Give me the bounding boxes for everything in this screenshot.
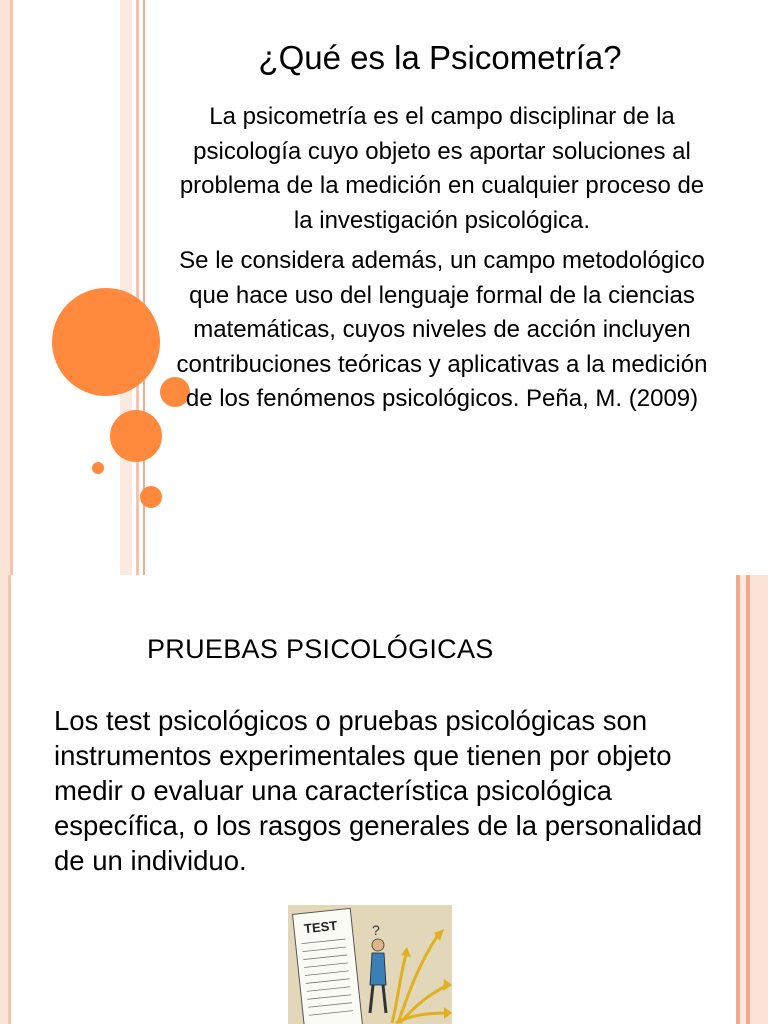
slide-1-paragraph-1: La psicometría es el campo disciplinar de la psicología cuyo objeto es aportar soluciones al problema de la medición en cualquier proceso de la investigación psicológica. <box>179 103 705 234</box>
left-decorative-stripe <box>8 575 11 1024</box>
svg-text:?: ? <box>372 922 380 938</box>
left-decorative-stripe <box>0 0 10 575</box>
decorative-circle-small <box>140 486 162 508</box>
left-decorative-stripe <box>0 575 8 1024</box>
slide-1-title: ¿Qué es la Psicometría? <box>258 39 622 76</box>
slide-1-body <box>174 100 710 423</box>
decorative-circle-medium <box>110 410 162 462</box>
left-decorative-stripe <box>120 0 132 575</box>
left-decorative-stripe <box>10 0 13 575</box>
slide-2 <box>0 575 768 1024</box>
test-paper-label: TEST <box>303 917 338 937</box>
slide-2-paragraph: Los test psicológicos o pruebas psicológicas son instrumentos experimentales que tienen por objeto medir o evaluar una característica psicológica específica, o los rasgos generales de la personalidad de un individuo. <box>54 705 703 876</box>
test-illustration <box>288 905 452 1024</box>
right-decorative-stripe <box>750 575 768 1024</box>
decorative-circle-large <box>52 288 160 396</box>
slide-1-paragraph-2: Se le considera además, un campo metodológico que hace uso del lenguaje formal de la ciencias matemáticas, cuyos niveles de acción incluyen contribuciones teóricas y aplicativas a la medición de los fenómenos psicológicos. Peña, M. (2009) <box>176 247 708 412</box>
left-decorative-stripe <box>136 0 139 575</box>
decorative-circle-dot <box>92 462 104 474</box>
slide-2-title: PRUEBAS PSICOLÓGICAS <box>147 634 494 664</box>
